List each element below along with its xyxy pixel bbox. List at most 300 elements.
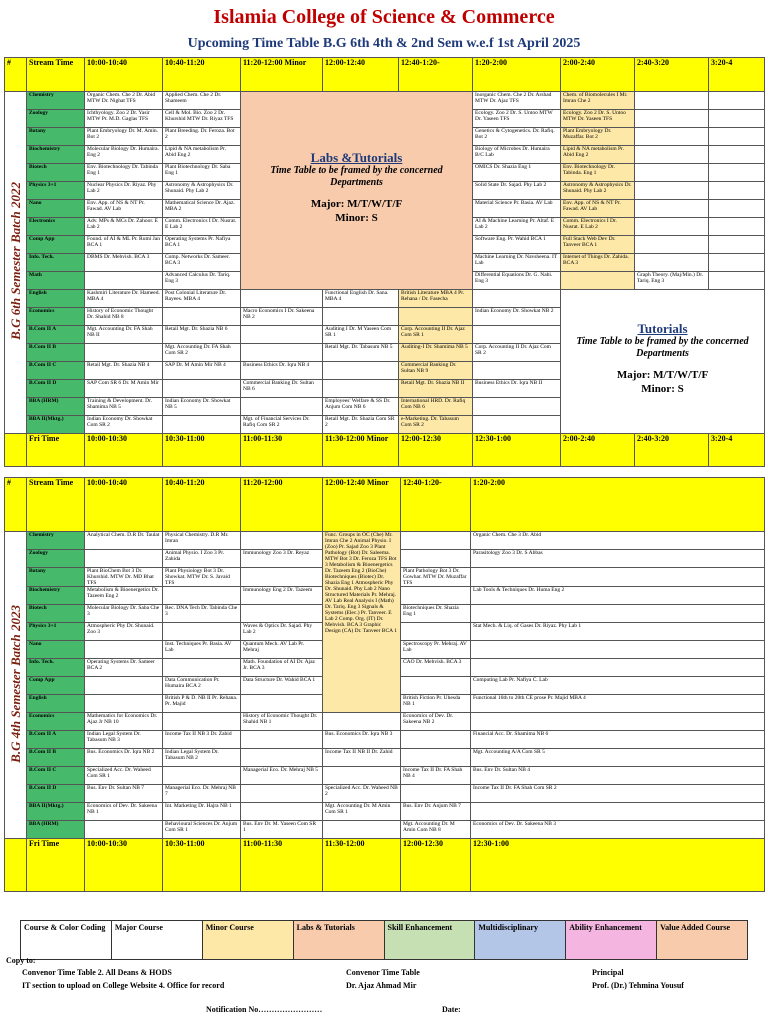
table-row: [5, 766, 765, 784]
course-cell: Found. of AI & ML Pr. Rumi Jan BCA 1: [85, 235, 163, 253]
course-cell: Plant Embryology Dr. M. Amin. Bot 2: [85, 127, 163, 145]
convenor-name: Dr. Ajaz Ahmad Mir: [346, 981, 417, 990]
course-cell: [561, 271, 635, 289]
stream-name: Botany: [27, 567, 85, 586]
course-cell: [241, 325, 323, 343]
course-cell: Animal Physio. I Zoo 3 Pr. Zahida: [163, 549, 241, 567]
course-cell: Graph Theory. (Maj/Min.) Dr. Tariq. Eng 3: [635, 271, 709, 289]
stream-name: B.Com II B: [27, 748, 85, 766]
course-cell: Plant Physiology Bot 3 Dr. Showkat. MTW Dr. S. Javaid TFS: [163, 567, 241, 586]
stream-name: BBA (HRM): [27, 820, 85, 838]
college-title: Islamia College of Science & Commerce: [213, 6, 555, 28]
timetable-subtitle: Upcoming Time Table B.G 6th 4th & 2nd Sem w.e.f 1st April 2025: [187, 36, 581, 51]
course-cell: [709, 127, 765, 145]
tutorial-sub: Time Table to be framed by the concerned Departments: [576, 336, 749, 359]
course-cell: [401, 586, 471, 604]
course-cell: Training & Development. Dr. Shamima NB 5: [85, 397, 163, 415]
course-cell: Lipid & NA metabolism Pr. Abid Eng 2: [163, 145, 241, 163]
legend-item: Labs & Tutorials: [293, 921, 384, 960]
course-cell: [241, 531, 323, 549]
course-cell: Mathematical Science Dr. Ajaz. MBA 2: [163, 199, 241, 217]
course-cell: CAO Dr. Mehvish. BCA 3: [401, 658, 471, 676]
course-cell: Applied Chem. Che 2 Dr. Shameem: [163, 91, 241, 109]
tutorials-block: [561, 289, 765, 433]
course-cell: Parasitology Zoo 3 Dr. S Abbas: [471, 549, 765, 567]
course-cell: Organic Chem. Che 2 Dr. Abid MTW Dr. Nighat TFS: [85, 91, 163, 109]
course-cell: Astronomy & Astrophysics Dr. Shunaid. Phy Lab 2: [561, 181, 635, 199]
course-cell: OMICS Dr. Shazia Eng 1: [473, 163, 561, 181]
time-slot-header: 12:40-1:20-: [401, 478, 471, 532]
labs-tutorials-block: [241, 91, 473, 289]
course-cell: Operating Systems Pr. Nafiya BCA 1: [163, 235, 241, 253]
stream-name: Chemistry: [27, 531, 85, 549]
course-cell: Ichthyology. Zoo 2 Dr. Yasir MTW Pr. M.D. Gaglas TFS: [85, 109, 163, 127]
fri-corner: [5, 433, 27, 467]
course-cell: Financial Acc. Dr. Shamima NB 6: [471, 730, 765, 748]
course-cell: Quantum Mech. AV Lab Pr. Mehraj: [241, 640, 323, 658]
course-cell: [323, 820, 401, 838]
course-cell: Inst. Techniques Pr. Basia. AV Lab: [163, 640, 241, 658]
fri-time-label: Fri Time: [27, 838, 85, 892]
legend-item: Course & Color Coding: [21, 921, 112, 960]
course-cell: Retail Mgt. Dr. Shazia Com SR 2: [323, 415, 399, 433]
course-cell: [401, 748, 471, 766]
course-cell: Metabolism & Bioenergetics Dr. Tazeem Eng 2: [85, 586, 163, 604]
course-cell: Commercial Banking Dr. Sultan NB 9: [399, 361, 473, 379]
course-cell: [709, 181, 765, 199]
course-cell: [471, 640, 765, 658]
stream-name: Physics 3+1: [27, 181, 85, 199]
legend-item: Value Added Course: [657, 921, 748, 960]
course-cell: [473, 289, 561, 307]
fri-time-slot: 11:00-11:30: [241, 433, 323, 467]
tutorial-title: Tutorials: [637, 321, 688, 336]
fri-corner: [5, 838, 27, 892]
course-cell: Molecular Biology Dr. Saba Che 3: [85, 604, 163, 622]
table-row: [5, 712, 765, 730]
fri-time-slot: 11:30-12:00: [323, 838, 401, 892]
course-cell: Lipid & NA metabolism Pr. Abid Eng 2: [561, 145, 635, 163]
course-cell: Indian Economy Dr. Showkat NB 5: [163, 397, 241, 415]
table-row: [5, 289, 765, 307]
fri-time-slot: 10:30-11:00: [163, 838, 241, 892]
course-cell: Full Stack Web Dev Dr. Tanveer BCA 1: [561, 235, 635, 253]
course-cell: Plant Breeding. Dr. Feroza. Bot 2: [163, 127, 241, 145]
stream-name: Zoology: [27, 109, 85, 127]
course-cell: [635, 163, 709, 181]
time-slot-header: 12:00-12:40 Minor: [323, 478, 401, 532]
course-cell: Commercial Banking Dr. Sultan NB 6: [241, 379, 323, 397]
table-row: [5, 820, 765, 838]
course-cell: [399, 307, 473, 325]
copy-to-label: Copy to:: [6, 956, 36, 965]
course-cell: Mgt. Accounting Dr. M Amin Com SR 1: [323, 802, 401, 820]
time-slot-header: 12:00-12:40: [323, 58, 399, 92]
stream-name: Biochemistry: [27, 586, 85, 604]
course-cell: [635, 127, 709, 145]
color-legend: [20, 920, 748, 960]
time-slot-header: 10:40-11:20: [163, 478, 241, 532]
copy-line-2: IT section to upload on College Website 4. Office for record: [22, 981, 225, 990]
course-cell: British Fiction Pr. Uhesda NB 1: [401, 694, 471, 712]
stream-name: English: [27, 694, 85, 712]
course-cell: Waves & Optics Dr. Sajad. Phy Lab 2: [241, 622, 323, 640]
timetable-4th-semester: [4, 477, 765, 892]
course-cell: [323, 361, 399, 379]
course-cell: [635, 199, 709, 217]
course-cell: Adv. MPs & MCs Dr. Zahoor. E Lab 2: [85, 217, 163, 235]
course-cell: Functional 16th to 20th CE prose Pr. Majid MBA 4: [471, 694, 765, 712]
course-cell: Env. Biotechnology Dr. Tabinda. Eng 1: [561, 163, 635, 181]
table-row: [5, 748, 765, 766]
course-cell: [163, 712, 241, 730]
stream-name: B.Com II D: [27, 784, 85, 802]
course-cell: History of Economic Thought Dr. Shahid NB 1: [241, 712, 323, 730]
course-cell: [241, 748, 323, 766]
course-cell: [163, 307, 241, 325]
course-cell: Business Ethics Dr. Iqra NB 4: [241, 361, 323, 379]
course-cell: Indian Economy Dr. Showkat Com SR 2: [85, 415, 163, 433]
course-cell: [709, 235, 765, 253]
course-cell: Mathematics for Economics Dr. Ajaz Jr NB 10: [85, 712, 163, 730]
stream-name: Biochemistry: [27, 145, 85, 163]
time-slot-header: 10:00-10:40: [85, 58, 163, 92]
stream-name: B.Com II A: [27, 730, 85, 748]
fri-time-slot: 2:00-2:40: [561, 433, 635, 467]
course-cell: AI & Machine Learning Pr. Altaf. E Lab 2: [473, 217, 561, 235]
course-cell: Advanced Calculus Dr. Tariq. Eng 3: [163, 271, 241, 289]
course-cell: Software Eng. Pr. Wahid BCA 1: [473, 235, 561, 253]
stream-name: Comp App: [27, 235, 85, 253]
course-cell: [471, 712, 765, 730]
stream-name: B.Com II B: [27, 343, 85, 361]
time-slot-header: 10:40-11:20: [163, 58, 241, 92]
course-cell: Plant Embryology Dr. Muzaffar. Bot 2: [561, 127, 635, 145]
lab-major: Major: M/T/W/T/F: [310, 198, 403, 210]
semester-side-label: [5, 91, 27, 433]
stream-name: BBA (HRM): [27, 397, 85, 415]
course-cell: Macro Economics I Dr. Sakeena NB 2: [241, 307, 323, 325]
semester-label-text: B.G 6th Semester Batch 2022: [7, 182, 23, 340]
course-cell: Env. Biotechnology Dr. Tabinda Eng 1: [85, 163, 163, 181]
course-cell: Bus. Economics Dr. Iqra NB 3: [323, 730, 401, 748]
course-cell: [401, 730, 471, 748]
principal-title: Principal: [592, 968, 624, 977]
course-cell: Income Tax II Dr. FA Shah Com SR 2: [471, 784, 765, 802]
course-cell: [473, 325, 561, 343]
course-cell: [85, 640, 163, 658]
course-cell: [323, 307, 399, 325]
course-cell: Managerial Eco. Dr. Mehraj NB 5: [241, 766, 323, 784]
stream-name: BBA II(Mktg.): [27, 415, 85, 433]
course-cell: [473, 361, 561, 379]
course-cell: [85, 549, 163, 567]
course-cell: Mgt. Accounting A/A Com SR 5: [471, 748, 765, 766]
legend-item: Minor Course: [202, 921, 293, 960]
course-cell: [401, 622, 471, 640]
course-cell: Immunology Eng 2 Dr. Tazeem: [241, 586, 323, 604]
stream-name: Nano: [27, 199, 85, 217]
course-cell: [323, 379, 399, 397]
course-cell: [163, 379, 241, 397]
stream-name: Physics 3+1: [27, 622, 85, 640]
course-cell: Operating Systems Dr. Sameer BCA 2: [85, 658, 163, 676]
course-cell: Analytical Chem. D.R Dr. Taulat: [85, 531, 163, 549]
stream-name: Zoology: [27, 549, 85, 567]
fri-time-slot: 10:30-11:00: [163, 433, 241, 467]
convenor-title: Convenor Time Table: [346, 968, 420, 977]
notification-date: Date:: [442, 1005, 461, 1014]
stream-name: English: [27, 289, 85, 307]
stream-name: Biotech: [27, 604, 85, 622]
course-cell: Comm. Electronics I Dr. Nusrat. E Lab 2: [163, 217, 241, 235]
course-cell: Lab Tools & Techniques Dr. Huma Eng 2: [471, 586, 765, 604]
course-cell: [241, 397, 323, 415]
course-cell: Astronomy & Astrophysics Dr. Shunaid. Phy Lab 2: [163, 181, 241, 199]
course-cell: Stat Mech. & Liq. of Gases Dr. Riyaz. Phy Lab 1: [471, 622, 765, 640]
course-cell: Retail Mgt. Dr. Shazia NB 4: [85, 361, 163, 379]
course-cell: [709, 217, 765, 235]
course-cell: [635, 109, 709, 127]
course-cell: [471, 567, 765, 586]
time-slot-header: 11:20-12:00 Minor: [241, 58, 323, 92]
time-slot-header: 2:40-3:20: [635, 58, 709, 92]
stream-name: B.Com II A: [27, 325, 85, 343]
fri-time-slot: 12:30-1:00: [471, 838, 765, 892]
course-cell: [85, 694, 163, 712]
corner-cell: #: [5, 478, 27, 532]
table-row: [5, 531, 765, 549]
course-cell: [709, 109, 765, 127]
course-cell: Plant Biotechnology Dr. Saba Eng 1: [163, 163, 241, 181]
course-cell: [163, 415, 241, 433]
course-cell: Int. Marketing Dr. Hajra NB 1: [163, 802, 241, 820]
stream-time-header: Stream Time: [27, 478, 85, 532]
time-slot-header: 1:20-2:00: [473, 58, 561, 92]
course-cell: [241, 694, 323, 712]
fri-time-slot: 11:30-12:00 Minor: [323, 433, 399, 467]
course-cell: [635, 181, 709, 199]
course-cell: [401, 784, 471, 802]
course-cell: [709, 253, 765, 271]
stream-name: Biotech: [27, 163, 85, 181]
course-cell: Biology of Microbes Dr. Humaira B/C Lab: [473, 145, 561, 163]
course-cell: Corp. Accounting II Dr. Ajaz Com SR 1: [399, 325, 473, 343]
time-slot-header: 1:20-2:00: [471, 478, 765, 532]
course-cell: Mgt. Accounting Dr. FA Shah NB II: [85, 325, 163, 343]
course-cell: Comp. Networks Dr. Sameer. BCA 3: [163, 253, 241, 271]
course-cell: Organic Chem. Che 3 Dr. Abid: [471, 531, 765, 549]
course-cell: Differential Equations Dr. G. Nabi. Eng 3: [473, 271, 561, 289]
course-cell: [471, 604, 765, 622]
time-slot-header: 3:20-4: [709, 58, 765, 92]
stream-name: B.Com II C: [27, 766, 85, 784]
course-cell: [241, 567, 323, 586]
course-cell: Spectroscopy Pr. Mehraj. AV Lab: [401, 640, 471, 658]
fri-time-slot: 11:00-11:30: [241, 838, 323, 892]
stream-name: Info. Tech.: [27, 658, 85, 676]
course-cell: Plant BioChem Bot 3 Dr. Khurshid. MTW Dr. MD Bhat TFS: [85, 567, 163, 586]
tutorial-major: Major: M/T/W/T/F: [616, 369, 709, 381]
course-cell: [635, 253, 709, 271]
course-cell: [85, 820, 163, 838]
course-cell: [241, 730, 323, 748]
course-cell: Income Tax II NB II Dr. Zahid: [323, 748, 401, 766]
course-cell: Atmospheric Phy Dr. Shunaid. Zoo 3: [85, 622, 163, 640]
course-cell: British Literature MBA 4 Pr. Rehana / Dr. Fasecha: [399, 289, 473, 307]
course-cell: Specialized Acc. Dr. Waheed Com SR 1: [85, 766, 163, 784]
course-cell: [635, 91, 709, 109]
course-cell: Behavioural Sciences Dr. Anjum Com SR 1: [163, 820, 241, 838]
course-cell: [709, 91, 765, 109]
table-row: [5, 802, 765, 820]
tutorial-minor: Minor: S: [641, 383, 684, 395]
stream-name: Electronics: [27, 217, 85, 235]
course-cell: Business Ethics Dr. Iqra NB II: [473, 379, 561, 397]
stream-name: B.Com II C: [27, 361, 85, 379]
course-cell: [635, 217, 709, 235]
course-cell: Indian Legal System Dr. Tabasum NB 2: [163, 748, 241, 766]
table-row: [5, 784, 765, 802]
fri-time-label: Fri Time: [27, 433, 85, 467]
course-cell: Material Science Pr. Basia. AV Lab: [473, 199, 561, 217]
course-cell: Bus. Env Dr. M. Yaseen Com SR 1: [241, 820, 323, 838]
course-cell: [471, 658, 765, 676]
course-cell: Income Tax II NB 3 Dr. Zahid: [163, 730, 241, 748]
course-cell: Corp. Accounting II Dr. Ajaz Com SR 2: [473, 343, 561, 361]
stream-name: Nano: [27, 640, 85, 658]
course-cell: [163, 622, 241, 640]
course-cell: Chem. of Biomolecules I Mr. Imran Che 2: [561, 91, 635, 109]
course-cell: International HRD. Dr. Rafiq Com NB 6: [399, 397, 473, 415]
course-cell: Computing Lab Pr. Nafiya C. Lab: [471, 676, 765, 694]
stream-name: BBA II(Mktg.): [27, 802, 85, 820]
course-cell: [709, 199, 765, 217]
notification-number: Notification No……………………: [206, 1005, 323, 1014]
course-cell: [401, 531, 471, 549]
course-cell: [85, 271, 163, 289]
course-cell: Retail Mgt. Dr. Tabasum NB 5: [323, 343, 399, 361]
course-cell: [401, 549, 471, 567]
fri-time-slot: 12:00-12:30: [399, 433, 473, 467]
legend-item: Skill Enhancement: [384, 921, 475, 960]
stream-name: Economics: [27, 712, 85, 730]
course-cell: Nuclear Physics Dr. Riyaz. Phy Lab 2: [85, 181, 163, 199]
course-cell: Math. Foundation of AI Dr. Ajaz Jr. BCA 3: [241, 658, 323, 676]
corner-cell: #: [5, 58, 27, 92]
legend-item: Ability Enhancement: [566, 921, 657, 960]
course-cell: Cell & Mol. Bio. Zoo 2 Dr. Khurshid MTW Dr. Riyaz TFS: [163, 109, 241, 127]
course-cell: [401, 676, 471, 694]
course-cell: Indian Legal System Dr. Tabasum NB 3: [85, 730, 163, 748]
minor-course-block: Func. Groups in OC (Che) Mr. Imran Che 2 Animal Physio. I (Zoo) Pr. Sajad Zoo 3 Plant Pathology (Bot) Dr. Saleema. MTW Bot 3 Dr. Feroza TFS Bot 3 Metabolism & Bioenergetics Dr. Tazeem Eng 2 (BioChe) Biotechniques (Biotec) Dr. Shazia Eng 1 Atmospheric Phy Dr. Shunaid. Phy Lab 2 Nano Structured Materials Pr. Mehraj. AV Lab Real Analysis I (Math) Dr. Tariq. Eng 3 Signals & Systems (Elec.) Pr. Tanveer. E Lab 2 Comp. Org. (IT) Dr. Mehvish. BCA 3 Graphic Design (CA) Dr. Tanveer BCA 1: [323, 531, 401, 712]
course-cell: Machine Learning Dr. Navsheena. IT Lab: [473, 253, 561, 271]
copy-line-1: Convenor Time Table 2. All Deans & HODS: [22, 968, 172, 977]
fri-time-slot: 3:20-4: [709, 433, 765, 467]
course-cell: Employees' Welfare & SS Dr. Anjum Com NB 6: [323, 397, 399, 415]
course-cell: Internet of Things Dr. Zahida. BCA 3: [561, 253, 635, 271]
course-cell: [241, 343, 323, 361]
course-cell: Genetics & Cytogenetics. Dr. Rafiq. Bot 2: [473, 127, 561, 145]
time-slot-header: 12:40-1:20-: [399, 58, 473, 92]
fri-time-slot: 12:00-12:30: [401, 838, 471, 892]
course-cell: Income Tax II Dr. FA Shah NB 4: [401, 766, 471, 784]
course-cell: [635, 145, 709, 163]
stream-name: Info. Tech.: [27, 253, 85, 271]
course-cell: [473, 415, 561, 433]
course-cell: British P & D. NB II Pr. Rehana. Pr. Majid: [163, 694, 241, 712]
semester-label-text: B.G 4th Semester Batch 2023: [7, 604, 23, 763]
course-cell: [85, 343, 163, 361]
course-cell: Comm. Electronics I Dr. Nusrat. E Lab 2: [561, 217, 635, 235]
course-cell: e-Marketing. Dr. Tabasum Com SR 2: [399, 415, 473, 433]
course-cell: Auditing I Dr. M Yaseen Com SR 1: [323, 325, 399, 343]
lab-title: Labs &Tutorials: [310, 150, 403, 165]
course-cell: Plant Pathology Bot 3 Dr. Gowhar. MTW Dr. Muzaffar TFS: [401, 567, 471, 586]
course-cell: Ecology. Zoo 2 Dr. S. Untoo MTW Dr. Yaseen TFS: [561, 109, 635, 127]
stream-name: Math: [27, 271, 85, 289]
stream-name: Comp App: [27, 676, 85, 694]
fri-time-slot: 2:40-3:20: [635, 433, 709, 467]
course-cell: [241, 802, 323, 820]
course-cell: Mgt. Accounting Dr. FA Shah Com SR 2: [163, 343, 241, 361]
stream-name: B.Com II D: [27, 379, 85, 397]
time-slot-header: 10:00-10:40: [85, 478, 163, 532]
course-cell: Kashmiri Literature Dr. Hameed. MBA 4: [85, 289, 163, 307]
course-cell: [85, 676, 163, 694]
course-cell: Indian Economy Dr. Showkat NB 2: [473, 307, 561, 325]
course-cell: [709, 271, 765, 289]
course-cell: Immunology Zoo 3 Dr. Reyaz: [241, 549, 323, 567]
course-cell: Retail Mgt. Dr. Shazia NB II: [399, 379, 473, 397]
course-cell: Solid State Dr. Sajad. Phy Lab 2: [473, 181, 561, 199]
timetable-6th-semester: [4, 57, 765, 467]
course-cell: Data Communication Pr. Humaira BCA 2: [163, 676, 241, 694]
course-cell: [323, 712, 401, 730]
course-cell: Bus. Env Dr. Sultan NB 4: [471, 766, 765, 784]
course-cell: Ecology. Zoo 2 Dr. S. Untoo MTW Dr. Yaseen TFS: [473, 109, 561, 127]
course-cell: Molecular Biology Dr. Humaira. Eng 2: [85, 145, 163, 163]
course-cell: Economics of Dev. Dr. Sakeena NB 3: [471, 820, 765, 838]
course-cell: [241, 784, 323, 802]
course-cell: [473, 397, 561, 415]
course-cell: Biotechniques Dr. Shazia Eng 1: [401, 604, 471, 622]
course-cell: SAP Dr. M Amin Mir NB 4: [163, 361, 241, 379]
time-slot-header: 2:00-2:40: [561, 58, 635, 92]
course-cell: Env. App. of NS & NT Pr. Fawad. AV Lab: [85, 199, 163, 217]
course-cell: DBMS Dr. Mehvish. BCA 3: [85, 253, 163, 271]
table-row: [5, 730, 765, 748]
course-cell: Economics of Dev. Dr. Sakeena NB 1: [85, 802, 163, 820]
course-cell: [163, 586, 241, 604]
course-cell: Bus. Economics Dr. Iqra NB 2: [85, 748, 163, 766]
course-cell: History of Economic Thought Dr. Shahid NB 8: [85, 307, 163, 325]
course-cell: Specialized Acc. Dr. Waheed NB 2: [323, 784, 401, 802]
course-cell: Auditing-I Dr. Shamima NB 5: [399, 343, 473, 361]
course-cell: Data Structure Dr. Wahid BCA 1: [241, 676, 323, 694]
stream-name: Economics: [27, 307, 85, 325]
course-cell: Post Colonial Literature Dr. Rayees. MBA 4: [163, 289, 241, 307]
stream-time-header: Stream Time: [27, 58, 85, 92]
course-cell: Functional English Dr. Sana. MBA 4: [323, 289, 399, 307]
course-cell: Rec. DNA Tech Dr. Tabinda Che 3: [163, 604, 241, 622]
course-cell: [709, 145, 765, 163]
table-row: [5, 91, 765, 109]
course-cell: Economics of Dev. Dr. Sakeena NB 2: [401, 712, 471, 730]
course-cell: [163, 658, 241, 676]
course-cell: Managerial Eco. Dr. Mehraj NB 7: [163, 784, 241, 802]
course-cell: Inorganic Chem. Che 2 Dr. Arshad MTW Dr. Ajaz TFS: [473, 91, 561, 109]
